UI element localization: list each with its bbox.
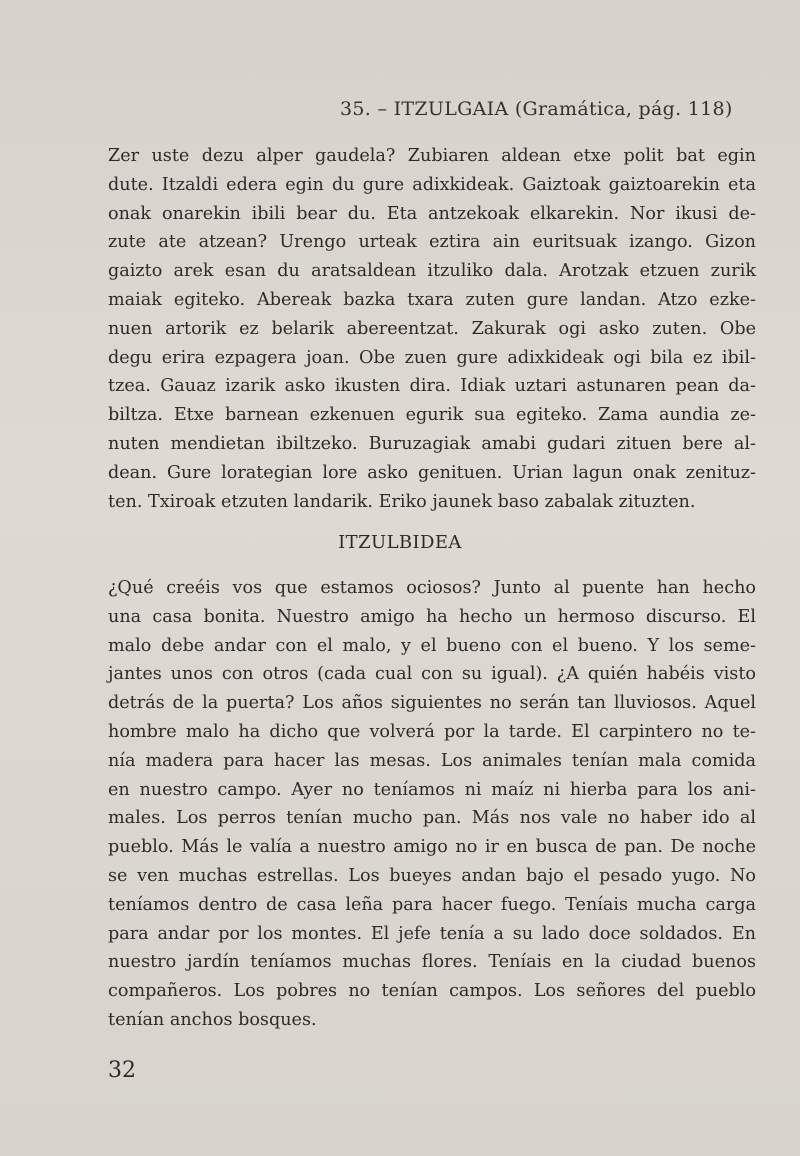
text-line: pueblo. Más le valía a nuestro amigo no ir en busca de pan. De noche: [108, 837, 756, 858]
text-line: nuten mendietan ibiltzeko. Buruzagiak amabi gudari zituen bere al-: [108, 433, 756, 454]
page-number: 32: [108, 1058, 136, 1083]
section-title: ITZULBIDEA: [338, 532, 462, 553]
text-line: dean. Gure lorategian lore asko genituen. Urian lagun onak zenituz-: [108, 462, 756, 483]
text-line: tzea. Gauaz izarik asko ikusten dira. Idiak uztari astunaren pean da-: [108, 376, 756, 397]
text-line: una casa bonita. Nuestro amigo ha hecho un hermoso discurso. El: [108, 606, 756, 627]
text-line: teníamos dentro de casa leña para hacer fuego. Teníais mucha carga: [108, 894, 756, 915]
text-line: nía madera para hacer las mesas. Los animales tenían mala comida: [108, 750, 756, 771]
text-line: malo debe andar con el malo, y el bueno con el bueno. Y los seme-: [108, 635, 756, 656]
text-line: hombre malo ha dicho que volverá por la tarde. El carpintero no te-: [108, 721, 756, 742]
text-line: nuestro jardín teníamos muchas flores. Teníais en la ciudad buenos: [108, 952, 756, 973]
exercise-number: 35.: [340, 98, 372, 120]
text-line: detrás de la puerta? Los años siguientes no serán tan lluviosos. Aquel: [108, 693, 756, 714]
text-line: para andar por los montes. El jefe tenía a su lado doce soldados. En: [108, 923, 756, 944]
heading-dash: –: [377, 98, 388, 120]
text-line: Zer uste dezu alper gaudela? Zubiaren aldean etxe polit bat egin: [108, 146, 756, 166]
text-line: males. Los perros tenían mucho pan. Más nos vale no haber ido al: [108, 808, 756, 829]
text-line: onak onarekin ibili bear du. Eta antzekoak elkarekin. Nor ikusi de-: [108, 203, 756, 224]
grammar-reference: (Gramática, pág. 118): [514, 98, 733, 120]
exercise-title: ITZULGAIA: [393, 98, 509, 120]
text-line: compañeros. Los pobres no tenían campos. Los señores del pueblo: [108, 981, 756, 1002]
basque-text: [108, 142, 756, 516]
text-line: jantes unos con otros (cada cual con su igual). ¿A quién habéis visto: [108, 664, 756, 685]
text-line: tenían anchos bosques.: [108, 1009, 317, 1030]
text-line: dute. Itzaldi edera egin du gure adixkideak. Gaiztoak gaiztoarekin eta: [108, 174, 756, 195]
text-line: degu erira ezpagera joan. Obe zuen gure adixkideak ogi bila ez ibil-: [108, 347, 756, 368]
text-line: biltza. Etxe barnean ezkenuen egurik sua egiteko. Zama aundia ze-: [108, 405, 756, 426]
text-line: en nuestro campo. Ayer no teníamos ni maíz ni hierba para los ani-: [108, 779, 756, 800]
exercise-heading: [340, 98, 733, 120]
text-line: nuen artorik ez belarik abereentzat. Zakurak ogi asko zuten. Obe: [108, 318, 756, 339]
text-line: maiak egiteko. Abereak bazka txara zuten gure landan. Atzo ezke-: [108, 289, 756, 310]
text-line: zute ate atzean? Urengo urteak eztira ain euritsuak izango. Gizon: [108, 232, 756, 253]
text-line: se ven muchas estrellas. Los bueyes andan bajo el pesado yugo. No: [108, 865, 756, 886]
text-line: ten. Txiroak etzuten landarik. Eriko jaunek baso zabalak zituzten.: [108, 491, 696, 512]
text-line: gaizto arek esan du aratsaldean itzuliko dala. Arotzak etzuen zurik: [108, 261, 756, 282]
text-line: ¿Qué creéis vos que estamos ociosos? Junto al puente han hecho: [108, 578, 756, 598]
spanish-text: [108, 574, 756, 1035]
